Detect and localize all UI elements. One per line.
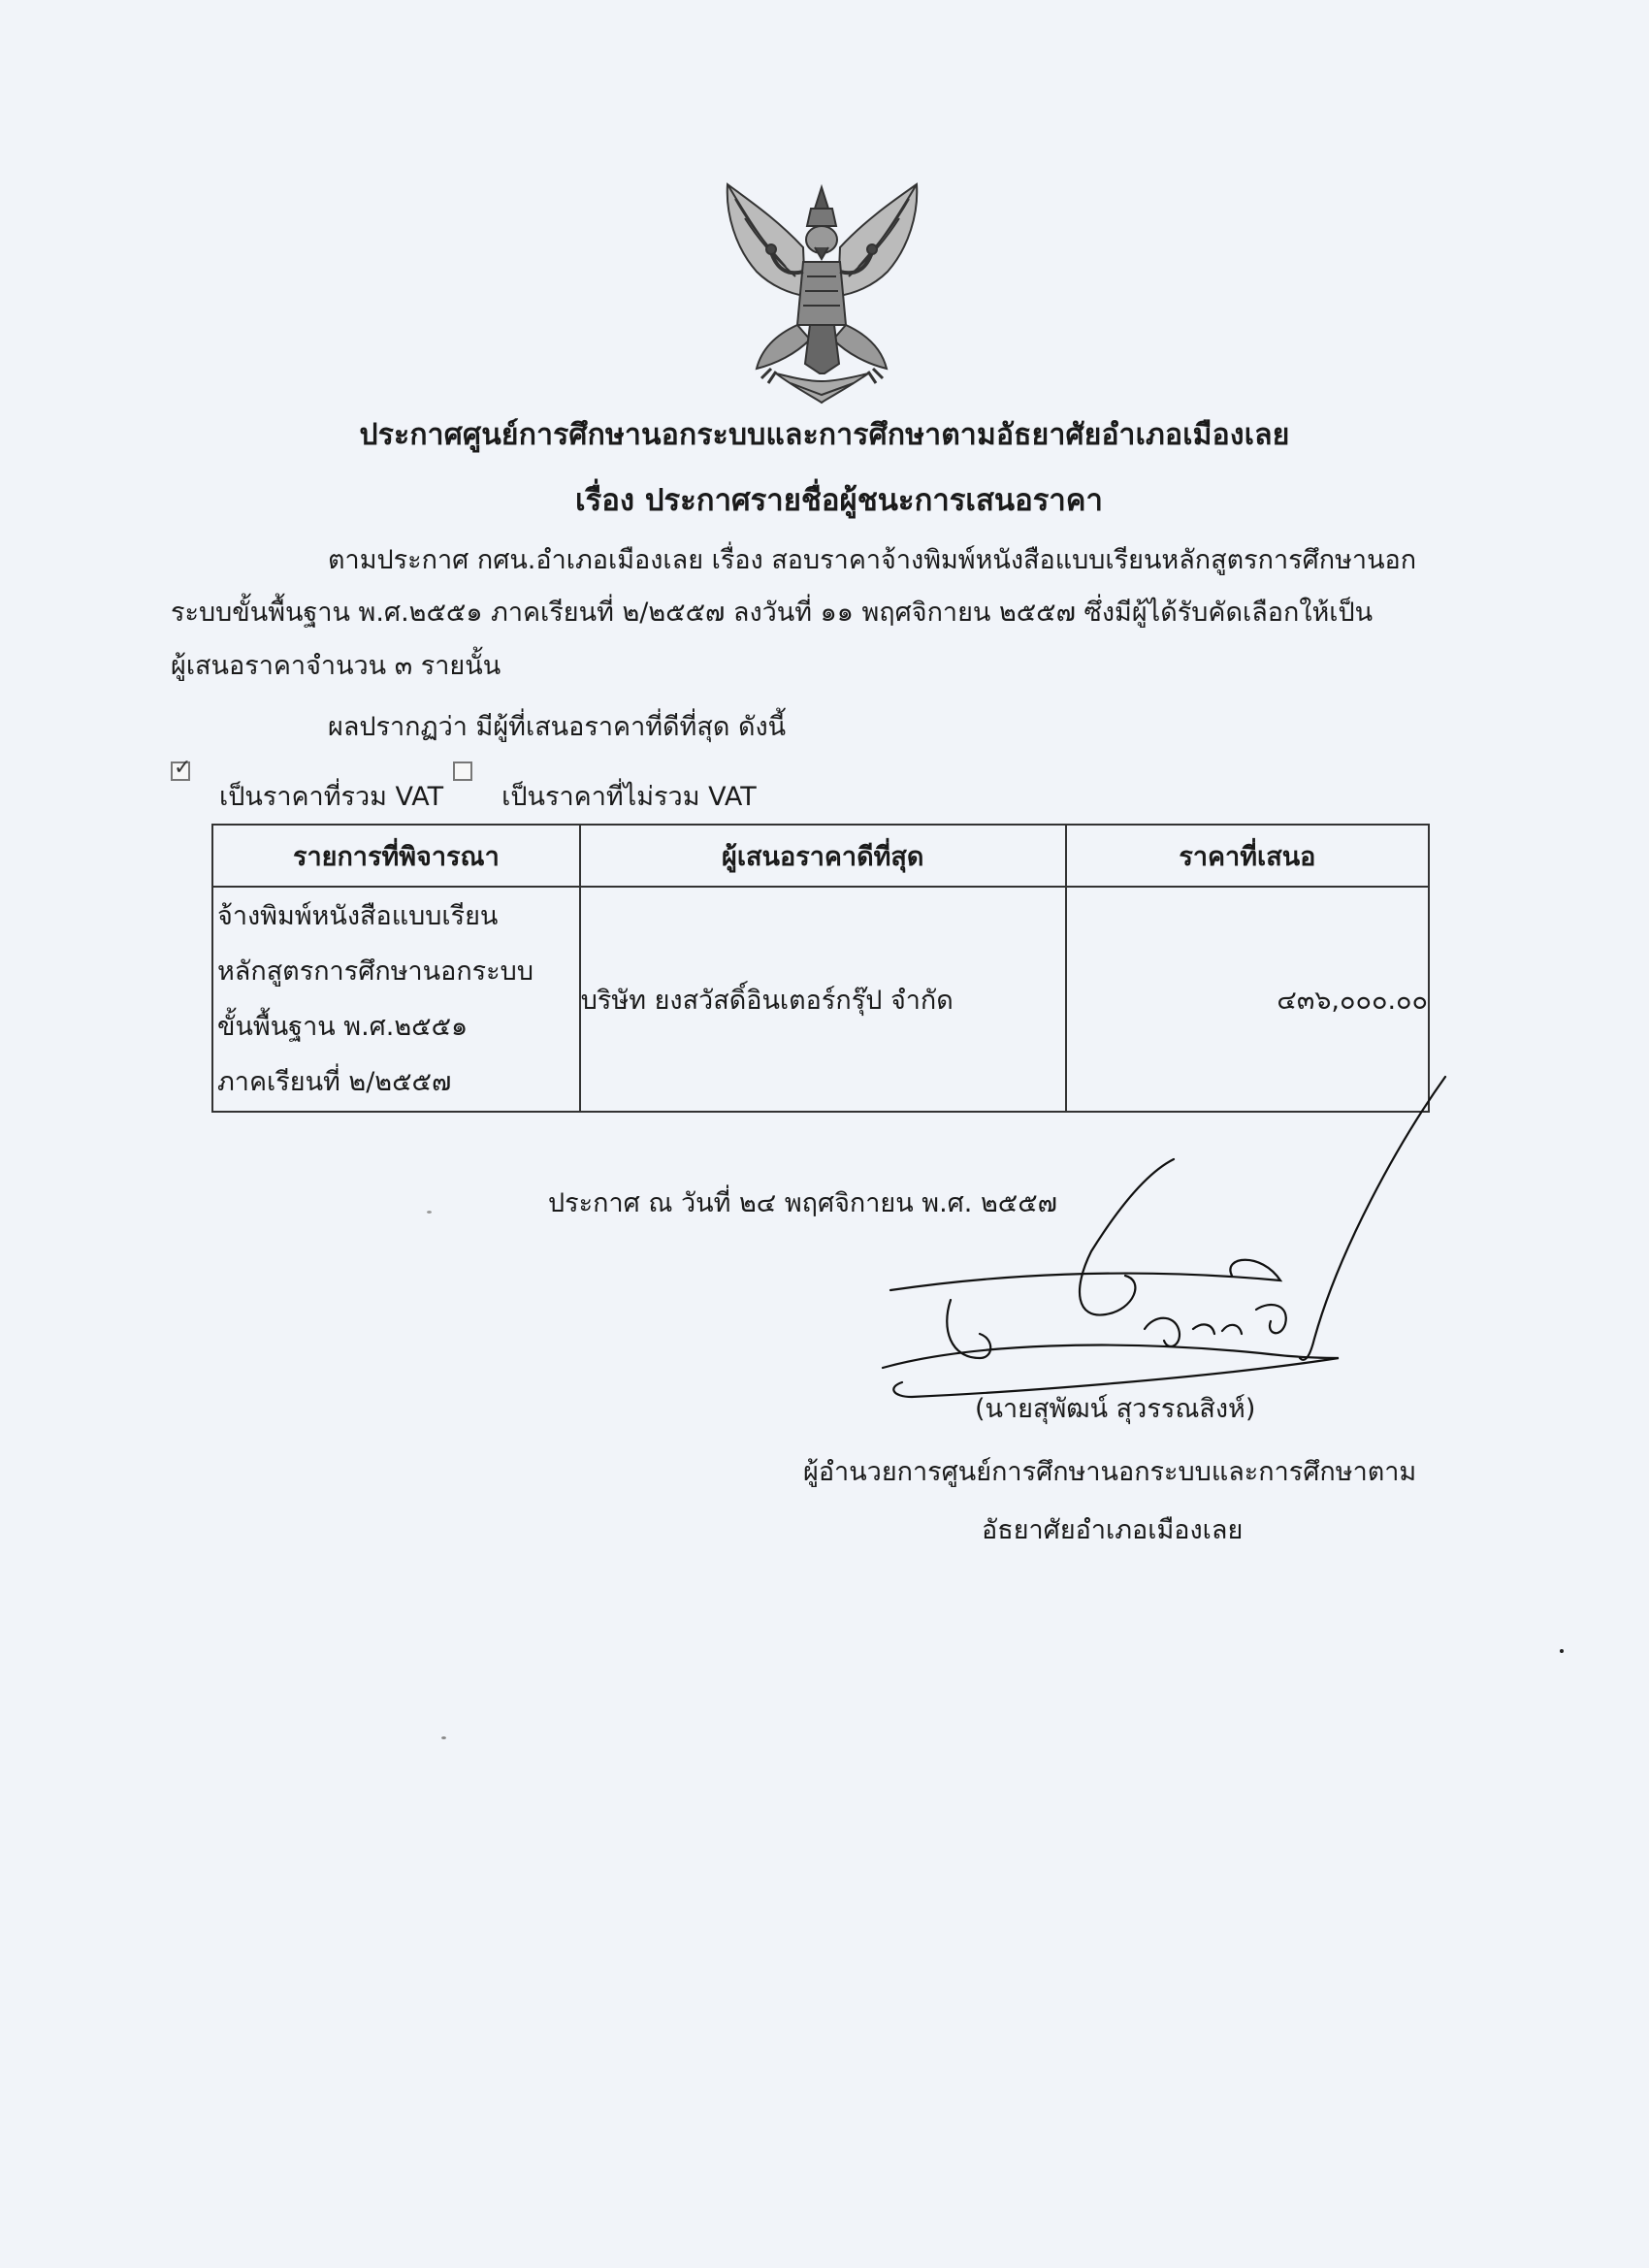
scan-speck [427,1211,432,1214]
signatory-position-line-2: อัธยาศัยอำเภอเมืองเลย [982,1515,1244,1545]
scan-speck [1560,1649,1564,1653]
announce-date: ประกาศ ณ วันที่ ๒๔ พฤศจิกายน พ.ศ. ๒๕๕๗ [548,1188,1057,1218]
table-header-row [212,825,1429,887]
header-bidder: ผู้เสนอราคาดีที่สุด [580,825,1066,887]
header-price: ราคาที่เสนอ [1066,825,1429,887]
vat-included-label: เป็นราคาที่รวม VAT [219,782,444,812]
vat-included-checkbox[interactable] [171,756,192,781]
vat-excluded-label: เป็นราคาที่ไม่รวม VAT [501,782,757,812]
signatory-position-line-1: ผู้อำนวยการศูนย์การศึกษานอกระบบและการศึกษาตาม [803,1457,1417,1487]
signatory-name: (นายสุพัฒน์ สุวรรณสิงห์) [975,1394,1256,1424]
scan-speck [441,1736,446,1739]
cell-bidder: บริษัท ยงสวัสดิ์อินเตอร์กรุ๊ป จำกัด [580,887,1066,1112]
result-line: ผลปรากฏว่า มีผู้ที่เสนอราคาที่ดีที่สุด ดังนี้ [328,712,787,742]
garuda-emblem-icon [718,179,926,407]
item-line-3: ขั้นพื้นฐาน พ.ศ.๒๕๕๑ [217,1012,469,1042]
paragraph-line-1: ตามประกาศ กศน.อำเภอเมืองเลย เรื่อง สอบราคาจ้างพิมพ์หนังสือแบบเรียนหลักสูตรการศึกษานอก [328,545,1417,575]
cell-price: ๔๓๖,๐๐๐.๐๐ [1066,887,1429,1112]
paragraph-line-3: ผู้เสนอราคาจำนวน ๓ รายนั้น [171,651,501,681]
check-icon: ✓ [174,756,192,780]
paragraph-line-2: ระบบขั้นพื้นฐาน พ.ศ.๒๕๕๑ ภาคเรียนที่ ๒/๒๕๕๗ ลงวันที่ ๑๑ พฤศจิกายน ๒๕๕๗ ซึ่งมีผู้ได้รับคัดเลือกให้เป็น [171,598,1374,628]
header-item: รายการที่พิจารณา [212,825,580,887]
document-subject: เรื่อง ประกาศรายชื่อผู้ชนะการเสนอราคา [575,483,1103,518]
cell-item [212,887,580,1112]
document-title: ประกาศศูนย์การศึกษานอกระบบและการศึกษาตามอัธยาศัยอำเภอเมืองเลย [359,418,1290,452]
handwritten-signature [873,1067,1455,1407]
vat-excluded-checkbox[interactable] [453,761,472,781]
table-row [212,887,1429,1112]
bid-result-table [211,824,1430,1113]
item-line-1: จ้างพิมพ์หนังสือแบบเรียน [217,901,499,931]
vat-options [171,756,757,817]
item-line-4: ภาคเรียนที่ ๒/๒๕๕๗ [217,1067,452,1097]
item-line-2: หลักสูตรการศึกษานอกระบบ [217,956,534,987]
